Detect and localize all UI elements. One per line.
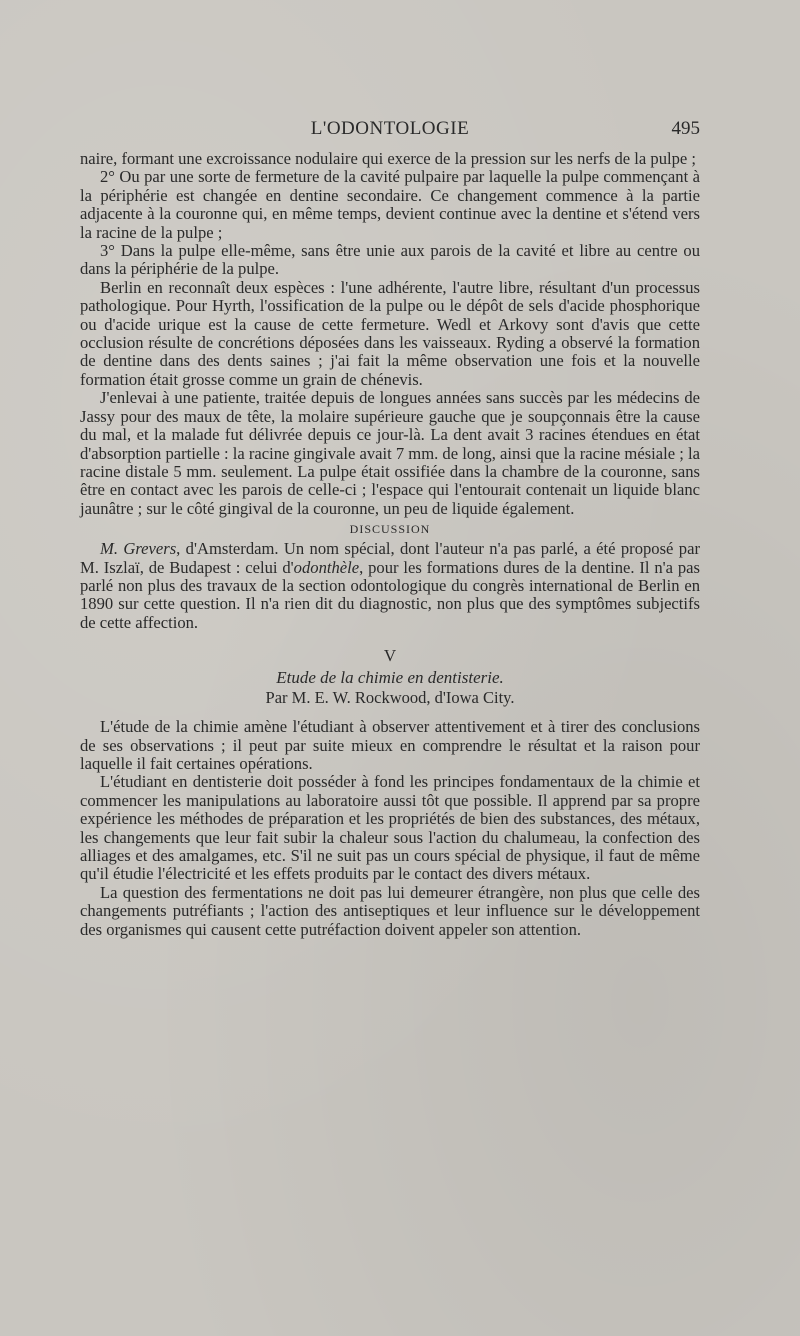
paragraph-article-1: L'étude de la chimie amène l'étudiant à observer attentivement et à tirer des conclusions de ses observations ; il peut par suite mieux en comprendre le résultat et la raison pour laquelle il fait certaines opérations. xyxy=(80,717,700,773)
article-numeral: V xyxy=(383,646,397,666)
paragraph-berlin: Berlin en reconnaît deux espèces : l'une adhérente, l'autre libre, résultant d'un processus pathologique. Pour Hyrth, l'ossification de la pulpe ou le dépôt de sels d'acide phosphorique ou d'acide urique est la cause de cette fermeture. Wedl et Arkovy sont d'avis que cette occlusion résulte de concrétions déposées dans les vaisseaux. Ryding a observé la formation de dentine dans des dents saines ; j'ai fait la même observation une fois et la nouvelle formation était grosse comme un grain de chénevis. xyxy=(80,277,700,389)
discussion-speaker: M. Grevers xyxy=(100,539,177,559)
paragraph-second-point: 2° Ou par une sorte de fermeture de la cavité pulpaire par laquelle la pulpe commençant à la périphérie est changée en dentine secondaire. Ce changement commence à la partie adjacente à la couronne qui, en même temps, devient continue avec la dentine et s'étend vers la racine de la pulpe ; xyxy=(80,167,700,242)
paragraph-case-report: J'enlevai à une patiente, traitée depuis de longues années sans succès par les médecins de Jassy pour des maux de tête, la molaire supérieure gauche que je soupçonnais être la cause du mal, et la malade fut délivrée depuis ce jour-là. La dent avait 3 racines étendues en état d'absorption partielle : la racine gingivale avait 7 mm. de long, ainsi que la racine mésiale ; la racine distale 5 mm. seulement. La pulpe était ossifiée dans la chambre de la couronne, sans être en contact avec les parois de celle-ci ; l'espace qui l'entourait contenait un liquide blanc jaunâtre ; sur le côté gingival de la couronne, un peu de liquide également. xyxy=(80,388,700,518)
discussion-heading: DISCUSSION xyxy=(349,522,431,537)
article-title: Etude de la chimie en dentisterie. xyxy=(276,668,504,688)
discussion-term: odonthèle xyxy=(293,557,360,577)
discussion-text-1: , d'Amsterdam. Un nom spécial, dont l'auteur n'a pas parlé, a été proposé par M. Iszlaï, de Budapest : celui d' xyxy=(80,539,700,577)
discussion-text-2: , pour les formations dures de la dentine. Il n'a pas parlé non plus des travaux de la section odontologique du congrès international de Berlin en 1890 sur cette question. Il n'a rien dit du diagnostic, non plus que des symptômes subjectifs de cette affection. xyxy=(80,557,700,632)
page-number: 495 xyxy=(671,118,700,139)
paragraph-article-3: La question des fermentations ne doit pas lui demeurer étrangère, non plus que celle des changements putréfiants ; l'action des antiseptiques et leur influence sur le développement des organismes qui causent cette putréfaction doivent appeler son attention. xyxy=(80,882,700,939)
paragraph-article-2: L'étudiant en dentisterie doit posséder à fond les principes fondamentaux de la chimie et commencer les manipulations au laboratoire aussi tôt que possible. Il apprend par sa propre expérience les méthodes de préparation et les propriétés de bien des substances, des métaux, les changements que leur fait subir la chaleur sous l'action du chalumeau, la confection des alliages et des amalgames, etc. S'il ne suit pas un cours spécial de physique, il faut de même qu'il étudie l'électricité et les effets produits par le contact des divers métaux. xyxy=(80,772,700,884)
running-head xyxy=(80,118,700,144)
paragraph-continuation: naire, formant une excroissance nodulaire qui exerce de la pression sur les nerfs de la pulpe ; xyxy=(80,149,697,168)
paragraph-third-point: 3° Dans la pulpe elle-même, sans être unie aux parois de la cavité et libre au centre ou dans la périphérie de la pulpe. xyxy=(80,241,700,279)
page xyxy=(80,118,700,939)
paragraph-discussion xyxy=(80,540,700,632)
running-title: L'ODONTOLOGIE xyxy=(310,118,470,139)
article-author: Par M. E. W. Rockwood, d'Iowa City. xyxy=(265,688,515,708)
